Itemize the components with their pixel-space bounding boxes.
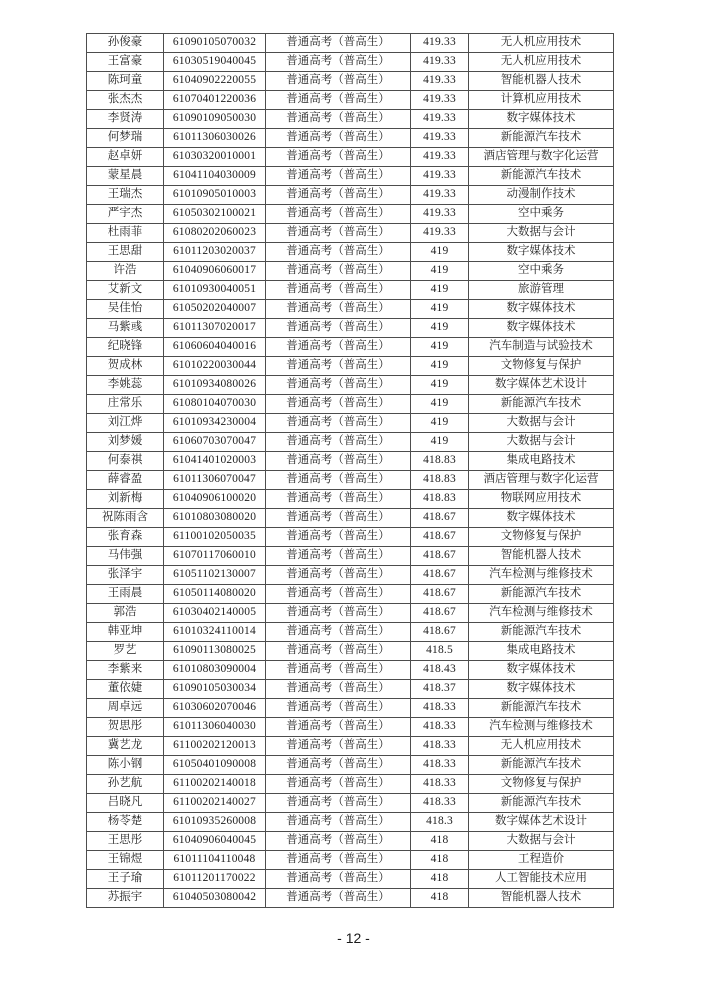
cell-name: 王子瑜: [87, 870, 164, 889]
cell-major: 工程造价: [469, 851, 614, 870]
cell-score: 418.83: [411, 452, 469, 471]
cell-candidate-id: 61011306040030: [164, 718, 266, 737]
cell-major: 大数据与会计: [469, 433, 614, 452]
cell-exam-type: 普通高考（普高生）: [266, 813, 411, 832]
cell-exam-type: 普通高考（普高生）: [266, 756, 411, 775]
cell-exam-type: 普通高考（普高生）: [266, 851, 411, 870]
cell-exam-type: 普通高考（普高生）: [266, 585, 411, 604]
table-row: [87, 870, 614, 889]
cell-name: 赵卓妍: [87, 148, 164, 167]
cell-score: 419: [411, 357, 469, 376]
table-row: [87, 281, 614, 300]
table-row: [87, 376, 614, 395]
cell-candidate-id: 61011201170022: [164, 870, 266, 889]
cell-score: 419: [411, 414, 469, 433]
table-row: [87, 566, 614, 585]
cell-candidate-id: 61080104070030: [164, 395, 266, 414]
cell-name: 李紫来: [87, 661, 164, 680]
table-row: [87, 585, 614, 604]
table-row: [87, 452, 614, 471]
cell-score: 418.67: [411, 566, 469, 585]
cell-major: 文物修复与保护: [469, 775, 614, 794]
cell-candidate-id: 61010935260008: [164, 813, 266, 832]
cell-score: 418.43: [411, 661, 469, 680]
cell-candidate-id: 61010930040051: [164, 281, 266, 300]
cell-score: 419: [411, 319, 469, 338]
cell-candidate-id: 61010803080020: [164, 509, 266, 528]
cell-candidate-id: 61011306030026: [164, 129, 266, 148]
cell-exam-type: 普通高考（普高生）: [266, 794, 411, 813]
table-row: [87, 794, 614, 813]
cell-name: 王思甜: [87, 243, 164, 262]
table-row: [87, 699, 614, 718]
cell-name: 薛睿盈: [87, 471, 164, 490]
table-row: [87, 262, 614, 281]
cell-major: 智能机器人技术: [469, 889, 614, 908]
cell-name: 庄常乐: [87, 395, 164, 414]
cell-major: 数字媒体艺术设计: [469, 813, 614, 832]
cell-exam-type: 普通高考（普高生）: [266, 718, 411, 737]
cell-candidate-id: 61030320010001: [164, 148, 266, 167]
table-row: [87, 205, 614, 224]
cell-score: 419.33: [411, 91, 469, 110]
table-row: [87, 737, 614, 756]
cell-name: 周卓远: [87, 699, 164, 718]
cell-major: 动漫制作技术: [469, 186, 614, 205]
cell-major: 文物修复与保护: [469, 357, 614, 376]
cell-major: 智能机器人技术: [469, 72, 614, 91]
table-row: [87, 471, 614, 490]
cell-name: 贺成林: [87, 357, 164, 376]
cell-exam-type: 普通高考（普高生）: [266, 110, 411, 129]
cell-major: 物联网应用技术: [469, 490, 614, 509]
cell-major: 无人机应用技术: [469, 34, 614, 53]
cell-name: 孙艺航: [87, 775, 164, 794]
cell-exam-type: 普通高考（普高生）: [266, 832, 411, 851]
cell-candidate-id: 61090105070032: [164, 34, 266, 53]
cell-major: 数字媒体技术: [469, 319, 614, 338]
cell-exam-type: 普通高考（普高生）: [266, 148, 411, 167]
cell-exam-type: 普通高考（普高生）: [266, 604, 411, 623]
cell-exam-type: 普通高考（普高生）: [266, 661, 411, 680]
cell-score: 419.33: [411, 110, 469, 129]
table-row: [87, 604, 614, 623]
cell-exam-type: 普通高考（普高生）: [266, 205, 411, 224]
table-row: [87, 490, 614, 509]
cell-exam-type: 普通高考（普高生）: [266, 889, 411, 908]
cell-exam-type: 普通高考（普高生）: [266, 300, 411, 319]
table-row: [87, 110, 614, 129]
cell-major: 文物修复与保护: [469, 528, 614, 547]
cell-exam-type: 普通高考（普高生）: [266, 167, 411, 186]
cell-score: 418: [411, 832, 469, 851]
cell-name: 王锦煜: [87, 851, 164, 870]
cell-score: 418.33: [411, 794, 469, 813]
cell-name: 纪晓锋: [87, 338, 164, 357]
cell-name: 王思彤: [87, 832, 164, 851]
cell-score: 418: [411, 889, 469, 908]
cell-exam-type: 普通高考（普高生）: [266, 338, 411, 357]
cell-major: 数字媒体技术: [469, 243, 614, 262]
cell-score: 418.33: [411, 737, 469, 756]
cell-name: 陈珂童: [87, 72, 164, 91]
cell-major: 新能源汽车技术: [469, 794, 614, 813]
cell-exam-type: 普通高考（普高生）: [266, 452, 411, 471]
cell-name: 李姚蕊: [87, 376, 164, 395]
cell-candidate-id: 61030519040045: [164, 53, 266, 72]
cell-candidate-id: 61050202040007: [164, 300, 266, 319]
table-row: [87, 623, 614, 642]
cell-major: 旅游管理: [469, 281, 614, 300]
cell-name: 罗艺: [87, 642, 164, 661]
table-row: [87, 243, 614, 262]
table-row: [87, 832, 614, 851]
cell-exam-type: 普通高考（普高生）: [266, 471, 411, 490]
cell-name: 李贤涛: [87, 110, 164, 129]
cell-candidate-id: 61041401020003: [164, 452, 266, 471]
cell-score: 418.67: [411, 509, 469, 528]
cell-score: 419: [411, 433, 469, 452]
table-row: [87, 53, 614, 72]
cell-score: 418.33: [411, 718, 469, 737]
cell-name: 刘梦媛: [87, 433, 164, 452]
cell-exam-type: 普通高考（普高生）: [266, 737, 411, 756]
cell-name: 郭浩: [87, 604, 164, 623]
cell-score: 419.33: [411, 167, 469, 186]
table-row: [87, 129, 614, 148]
cell-score: 419: [411, 300, 469, 319]
cell-exam-type: 普通高考（普高生）: [266, 357, 411, 376]
cell-score: 419.33: [411, 224, 469, 243]
cell-exam-type: 普通高考（普高生）: [266, 376, 411, 395]
cell-candidate-id: 61041104030009: [164, 167, 266, 186]
cell-score: 418.67: [411, 585, 469, 604]
cell-major: 酒店管理与数字化运营: [469, 148, 614, 167]
cell-major: 智能机器人技术: [469, 547, 614, 566]
cell-candidate-id: 61010934080026: [164, 376, 266, 395]
cell-candidate-id: 61051102130007: [164, 566, 266, 585]
cell-exam-type: 普通高考（普高生）: [266, 699, 411, 718]
table-row: [87, 91, 614, 110]
cell-exam-type: 普通高考（普高生）: [266, 186, 411, 205]
cell-major: 酒店管理与数字化运营: [469, 471, 614, 490]
cell-exam-type: 普通高考（普高生）: [266, 433, 411, 452]
cell-major: 空中乘务: [469, 262, 614, 281]
cell-score: 419: [411, 338, 469, 357]
cell-exam-type: 普通高考（普高生）: [266, 490, 411, 509]
table-row: [87, 661, 614, 680]
cell-name: 王雨晨: [87, 585, 164, 604]
table-row: [87, 813, 614, 832]
cell-score: 418.33: [411, 775, 469, 794]
cell-name: 吴佳怡: [87, 300, 164, 319]
cell-candidate-id: 61090109050030: [164, 110, 266, 129]
cell-exam-type: 普通高考（普高生）: [266, 642, 411, 661]
cell-major: 大数据与会计: [469, 414, 614, 433]
cell-major: 数字媒体技术: [469, 300, 614, 319]
cell-exam-type: 普通高考（普高生）: [266, 224, 411, 243]
cell-major: 汽车制造与试验技术: [469, 338, 614, 357]
cell-score: 419: [411, 262, 469, 281]
cell-candidate-id: 61050302100021: [164, 205, 266, 224]
cell-candidate-id: 61030402140005: [164, 604, 266, 623]
table-row: [87, 224, 614, 243]
cell-major: 数字媒体技术: [469, 509, 614, 528]
table-row: [87, 186, 614, 205]
cell-name: 贺思彤: [87, 718, 164, 737]
cell-name: 马紫彧: [87, 319, 164, 338]
admission-table: [86, 33, 614, 908]
cell-candidate-id: 61010803090004: [164, 661, 266, 680]
table-row: [87, 34, 614, 53]
cell-name: 马伟强: [87, 547, 164, 566]
page-number: - 12 -: [337, 930, 370, 946]
cell-score: 418.67: [411, 604, 469, 623]
cell-candidate-id: 61040902220055: [164, 72, 266, 91]
cell-candidate-id: 61040906060017: [164, 262, 266, 281]
table-row: [87, 775, 614, 794]
cell-major: 集成电路技术: [469, 452, 614, 471]
table-row: [87, 72, 614, 91]
cell-major: 汽车检测与维修技术: [469, 604, 614, 623]
cell-candidate-id: 61011306070047: [164, 471, 266, 490]
table-row: [87, 680, 614, 699]
cell-name: 张杰杰: [87, 91, 164, 110]
cell-exam-type: 普通高考（普高生）: [266, 34, 411, 53]
cell-major: 新能源汽车技术: [469, 699, 614, 718]
cell-name: 张泽宇: [87, 566, 164, 585]
cell-exam-type: 普通高考（普高生）: [266, 870, 411, 889]
cell-major: 新能源汽车技术: [469, 756, 614, 775]
table-row: [87, 528, 614, 547]
cell-candidate-id: 61040906100020: [164, 490, 266, 509]
cell-major: 无人机应用技术: [469, 53, 614, 72]
cell-exam-type: 普通高考（普高生）: [266, 509, 411, 528]
cell-score: 419: [411, 281, 469, 300]
cell-candidate-id: 61040503080042: [164, 889, 266, 908]
cell-name: 许浩: [87, 262, 164, 281]
cell-major: 汽车检测与维修技术: [469, 718, 614, 737]
cell-major: 人工智能技术应用: [469, 870, 614, 889]
cell-major: 新能源汽车技术: [469, 585, 614, 604]
cell-candidate-id: 61070117060010: [164, 547, 266, 566]
cell-candidate-id: 61030602070046: [164, 699, 266, 718]
cell-candidate-id: 61011203020037: [164, 243, 266, 262]
cell-score: 419: [411, 376, 469, 395]
cell-candidate-id: 61010324110014: [164, 623, 266, 642]
cell-score: 419: [411, 395, 469, 414]
cell-name: 冀艺龙: [87, 737, 164, 756]
cell-score: 418: [411, 851, 469, 870]
cell-name: 杨苓楚: [87, 813, 164, 832]
cell-candidate-id: 61090113080025: [164, 642, 266, 661]
table-row: [87, 338, 614, 357]
table-row: [87, 319, 614, 338]
table-row: [87, 642, 614, 661]
cell-exam-type: 普通高考（普高生）: [266, 72, 411, 91]
cell-score: 418.67: [411, 547, 469, 566]
cell-score: 418.37: [411, 680, 469, 699]
cell-name: 刘江烨: [87, 414, 164, 433]
cell-score: 418: [411, 870, 469, 889]
cell-candidate-id: 61090105030034: [164, 680, 266, 699]
cell-score: 419.33: [411, 72, 469, 91]
cell-exam-type: 普通高考（普高生）: [266, 319, 411, 338]
cell-exam-type: 普通高考（普高生）: [266, 680, 411, 699]
table-row: [87, 889, 614, 908]
cell-score: 419.33: [411, 53, 469, 72]
cell-major: 大数据与会计: [469, 832, 614, 851]
cell-major: 集成电路技术: [469, 642, 614, 661]
cell-major: 数字媒体艺术设计: [469, 376, 614, 395]
cell-exam-type: 普通高考（普高生）: [266, 281, 411, 300]
cell-name: 苏振宇: [87, 889, 164, 908]
cell-score: 419.33: [411, 129, 469, 148]
cell-exam-type: 普通高考（普高生）: [266, 53, 411, 72]
table-row: [87, 509, 614, 528]
cell-score: 418.5: [411, 642, 469, 661]
table-row: [87, 547, 614, 566]
cell-candidate-id: 61100102050035: [164, 528, 266, 547]
cell-exam-type: 普通高考（普高生）: [266, 395, 411, 414]
cell-name: 祝陈雨含: [87, 509, 164, 528]
cell-exam-type: 普通高考（普高生）: [266, 566, 411, 585]
cell-major: 计算机应用技术: [469, 91, 614, 110]
table-row: [87, 148, 614, 167]
cell-name: 艾新文: [87, 281, 164, 300]
cell-score: 418.33: [411, 756, 469, 775]
cell-name: 吕晓凡: [87, 794, 164, 813]
table-row: [87, 300, 614, 319]
cell-candidate-id: 61011104110048: [164, 851, 266, 870]
table-row: [87, 357, 614, 376]
table-row: [87, 718, 614, 737]
cell-score: 418.83: [411, 490, 469, 509]
table-row: [87, 395, 614, 414]
cell-candidate-id: 61050401090008: [164, 756, 266, 775]
admission-table-body: [87, 34, 614, 908]
cell-exam-type: 普通高考（普高生）: [266, 91, 411, 110]
cell-candidate-id: 61100202140027: [164, 794, 266, 813]
cell-major: 新能源汽车技术: [469, 167, 614, 186]
cell-major: 汽车检测与维修技术: [469, 566, 614, 585]
cell-major: 无人机应用技术: [469, 737, 614, 756]
cell-score: 418.3: [411, 813, 469, 832]
cell-candidate-id: 61060703070047: [164, 433, 266, 452]
cell-major: 数字媒体技术: [469, 661, 614, 680]
cell-exam-type: 普通高考（普高生）: [266, 775, 411, 794]
cell-score: 418.33: [411, 699, 469, 718]
cell-name: 韩亚坤: [87, 623, 164, 642]
cell-candidate-id: 61010934230004: [164, 414, 266, 433]
cell-name: 董依婕: [87, 680, 164, 699]
cell-name: 严宇杰: [87, 205, 164, 224]
cell-exam-type: 普通高考（普高生）: [266, 129, 411, 148]
cell-exam-type: 普通高考（普高生）: [266, 262, 411, 281]
cell-name: 刘新梅: [87, 490, 164, 509]
cell-major: 大数据与会计: [469, 224, 614, 243]
cell-score: 418.67: [411, 528, 469, 547]
cell-name: 王富豪: [87, 53, 164, 72]
table-row: [87, 167, 614, 186]
cell-exam-type: 普通高考（普高生）: [266, 414, 411, 433]
cell-exam-type: 普通高考（普高生）: [266, 547, 411, 566]
cell-candidate-id: 61100202120013: [164, 737, 266, 756]
cell-major: 数字媒体技术: [469, 680, 614, 699]
cell-candidate-id: 61100202140018: [164, 775, 266, 794]
cell-exam-type: 普通高考（普高生）: [266, 243, 411, 262]
cell-candidate-id: 61060604040016: [164, 338, 266, 357]
cell-major: 新能源汽车技术: [469, 129, 614, 148]
cell-score: 418.67: [411, 623, 469, 642]
cell-name: 何泰祺: [87, 452, 164, 471]
cell-candidate-id: 61011307020017: [164, 319, 266, 338]
cell-major: 数字媒体技术: [469, 110, 614, 129]
cell-name: 王瑞杰: [87, 186, 164, 205]
table-row: [87, 756, 614, 775]
cell-score: 419: [411, 243, 469, 262]
cell-major: 空中乘务: [469, 205, 614, 224]
cell-name: 蒙星晨: [87, 167, 164, 186]
cell-exam-type: 普通高考（普高生）: [266, 528, 411, 547]
cell-score: 419.33: [411, 34, 469, 53]
cell-name: 杜雨菲: [87, 224, 164, 243]
cell-name: 张育森: [87, 528, 164, 547]
table-row: [87, 433, 614, 452]
cell-name: 陈小钢: [87, 756, 164, 775]
cell-major: 新能源汽车技术: [469, 395, 614, 414]
cell-candidate-id: 61040906040045: [164, 832, 266, 851]
cell-candidate-id: 61010905010003: [164, 186, 266, 205]
table-row: [87, 851, 614, 870]
cell-major: 新能源汽车技术: [469, 623, 614, 642]
cell-score: 419.33: [411, 186, 469, 205]
cell-score: 418.83: [411, 471, 469, 490]
cell-candidate-id: 61010220030044: [164, 357, 266, 376]
table-row: [87, 414, 614, 433]
cell-candidate-id: 61080202060023: [164, 224, 266, 243]
cell-candidate-id: 61070401220036: [164, 91, 266, 110]
cell-name: 孙俊豪: [87, 34, 164, 53]
cell-score: 419.33: [411, 205, 469, 224]
cell-candidate-id: 61050114080020: [164, 585, 266, 604]
cell-name: 何梦瑞: [87, 129, 164, 148]
cell-score: 419.33: [411, 148, 469, 167]
cell-exam-type: 普通高考（普高生）: [266, 623, 411, 642]
